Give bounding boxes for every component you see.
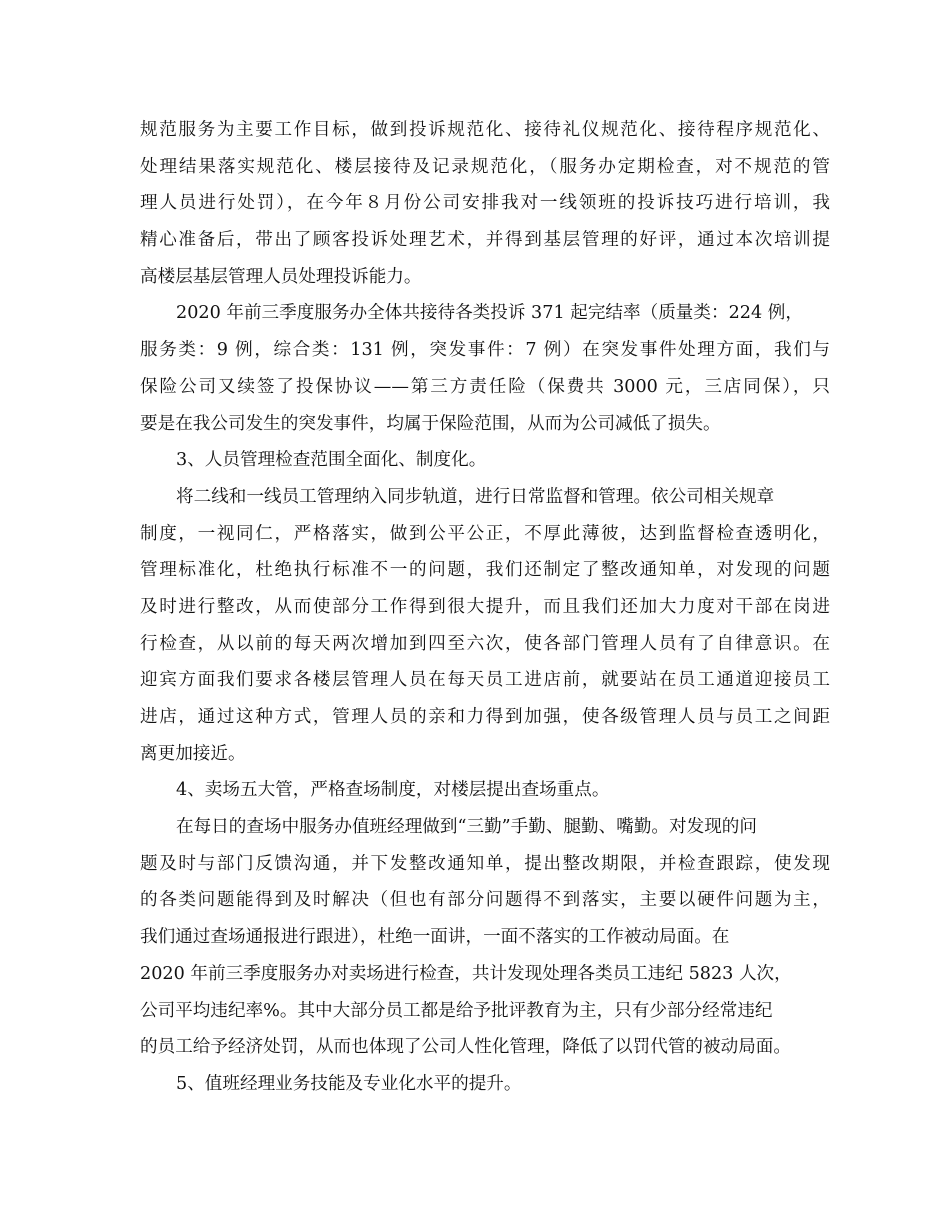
paragraph-line: 制度，一视同仁，严格落实，做到公平公正，不厚此薄彼，达到监督检查透明化， (140, 523, 830, 544)
paragraph-line: 保险公司又续签了投保协议——第三方责任险（保费共 3000 元，三店同保），只 (140, 376, 830, 397)
paragraph-line: 服务类：9 例，综合类：131 例，突发事件：7 例）在突发事件处理方面，我们与 (140, 340, 830, 361)
paragraph-line: 精心准备后，带出了顾客投诉处理艺术，并得到基层管理的好评，通过本次培训提 (140, 230, 830, 251)
section-heading: 4、卖场五大管，严格查场制度，对楼层提出查场重点。 (176, 780, 610, 801)
paragraph-line: 2020 年前三季度服务办全体共接待各类投诉 371 起完结率（质量类：224 例， (176, 303, 803, 324)
section-heading: 5、值班经理业务技能及专业化水平的提升。 (176, 1073, 522, 1094)
paragraph-line: 题及时与部门反馈沟通，并下发整改通知单，提出整改期限，并检查跟踪，使发现 (140, 853, 830, 874)
paragraph-line: 处理结果落实规范化、楼层接待及记录规范化，（服务办定期检查，对不规范的管 (140, 156, 830, 177)
paragraph-line: 迎宾方面我们要求各楼层管理人员在每天员工进店前，就要站在员工通道迎接员工 (140, 670, 830, 691)
section-heading: 3、人员管理检查范围全面化、制度化。 (176, 450, 487, 471)
paragraph-line: 的员工给予经济处罚，从而也体现了公司人性化管理，降低了以罚代管的被动局面。 (140, 1037, 791, 1058)
paragraph-line: 要是在我公司发生的突发事件，均属于保险范围，从而为公司减低了损失。 (140, 413, 721, 434)
paragraph-line: 高楼层基层管理人员处理投诉能力。 (140, 266, 422, 287)
paragraph-line: 行检查，从以前的每天两次增加到四至六次，使各部门管理人员有了自律意识。在 (140, 633, 830, 654)
paragraph-line: 将二线和一线员工管理纳入同步轨道，进行日常监督和管理。依公司相关规章 (176, 486, 775, 507)
paragraph-line: 理人员进行处罚），在今年８月份公司安排我对一线领班的投诉技巧进行培训，我 (140, 193, 830, 214)
paragraph-line: 我们通过查场通报进行跟进），杜绝一面讲，一面不落实的工作被动局面。在 (140, 927, 730, 948)
paragraph-line: 及时进行整改，从而使部分工作得到很大提升，而且我们还加大力度对干部在岗进 (140, 596, 830, 617)
paragraph-line: 公司平均违纪率%。其中大部分员工都是给予批评教育为主，只有少部分经常违纪 (140, 1000, 773, 1021)
paragraph-line: 离更加接近。 (140, 743, 246, 764)
paragraph-line: 管理标准化，杜绝执行标准不一的问题，我们还制定了整改通知单，对发现的问题 (140, 560, 830, 581)
document-body (140, 112, 830, 1103)
paragraph-line: 进店，通过这种方式，管理人员的亲和力得到加强，使各级管理人员与员工之间距 (140, 707, 830, 727)
paragraph-line: 2020 年前三季度服务办对卖场进行检查，共计发现处理各类员工违纪 5823 人次， (140, 963, 792, 984)
paragraph-line: 的各类问题能得到及时解决（但也有部分问题得不到落实，主要以硬件问题为主， (140, 890, 830, 911)
paragraph-line: 规范服务为主要工作目标，做到投诉规范化、接待礼仪规范化、接待程序规范化、 (140, 120, 830, 140)
paragraph-line: 在每日的查场中服务办值班经理做到“三勤”手勤、腿勤、嘴勤。对发现的问 (176, 817, 757, 838)
